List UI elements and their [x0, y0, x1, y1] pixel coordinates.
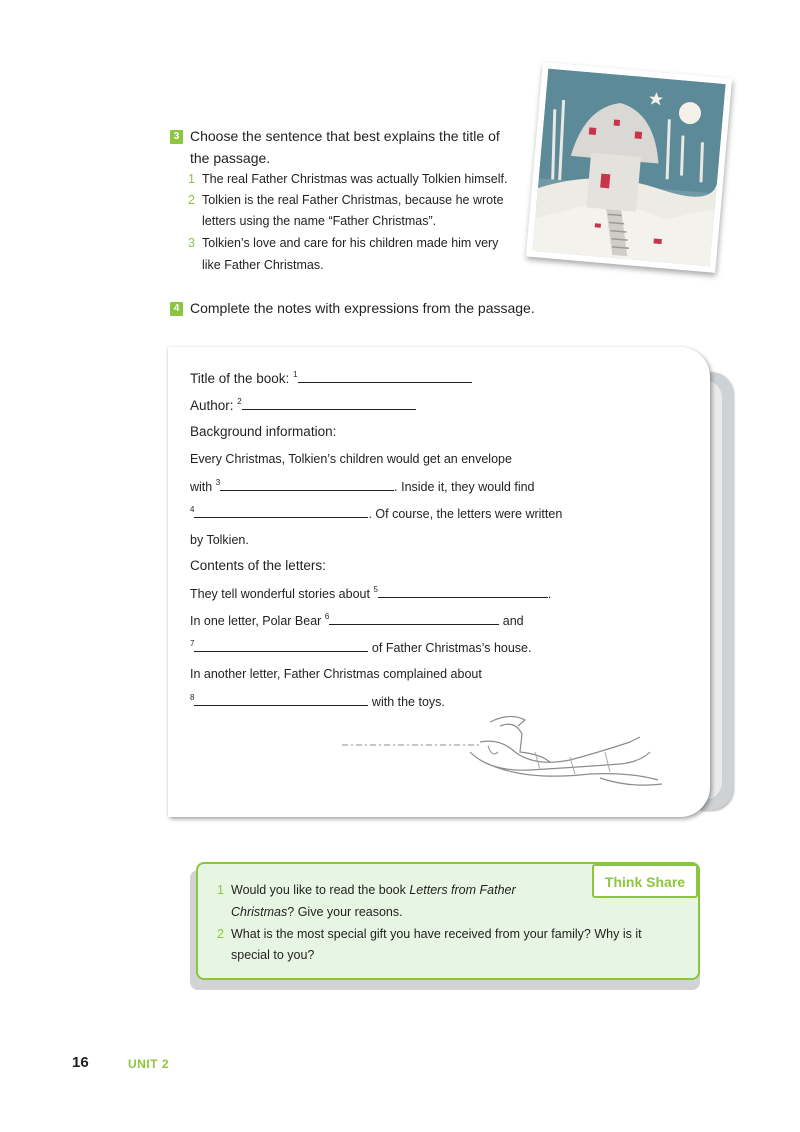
- ts-question-2-cont: special to you?: [231, 948, 315, 962]
- illustration-photo: [526, 62, 732, 273]
- q3-option-number: 3: [188, 236, 195, 250]
- contents-line: [190, 692, 445, 711]
- q4-number-badge: 4: [170, 302, 183, 316]
- answer-blank-6[interactable]: [329, 611, 499, 625]
- note-text: and: [499, 614, 524, 628]
- q4-question: Complete the notes with expressions from the passage.: [190, 300, 535, 316]
- note-author-line: [190, 396, 416, 415]
- answer-blank-8[interactable]: [194, 692, 368, 706]
- note-text: . Of course, the letters were written: [368, 507, 563, 521]
- answer-blank-7[interactable]: [194, 638, 368, 652]
- background-heading: Background information:: [190, 424, 337, 439]
- ts-question-1: [231, 880, 516, 902]
- ts-text: ? Give your reasons.: [287, 905, 403, 919]
- q3-question-line2: the passage.: [190, 150, 271, 166]
- background-line: Every Christmas, Tolkien’s children would get an envelope: [190, 452, 512, 466]
- answer-blank-2[interactable]: [242, 396, 416, 410]
- contents-line: In another letter, Father Christmas complained about: [190, 667, 482, 681]
- book-title: Letters from Father: [409, 883, 516, 897]
- blank-number: 3: [215, 478, 221, 487]
- answer-blank-3[interactable]: [220, 477, 394, 491]
- note-text: with: [190, 480, 216, 494]
- contents-heading: Contents of the letters:: [190, 558, 326, 573]
- note-label: Author:: [190, 398, 238, 413]
- note-text: . Inside it, they would find: [394, 480, 535, 494]
- q3-option-number: 2: [188, 193, 195, 207]
- page-number: 16: [72, 1054, 89, 1071]
- q3-option-number: 1: [188, 172, 195, 186]
- think-share-tag: Think Share: [592, 864, 698, 898]
- background-line: [190, 477, 535, 496]
- q3-option-text-cont: letters using the name “Father Christmas”.: [202, 214, 437, 228]
- note-text: They tell wonderful stories about: [190, 587, 374, 601]
- ts-question-2: What is the most special gift you have received from your family? Why is it: [231, 927, 642, 941]
- background-line: by Tolkien.: [190, 533, 249, 547]
- contents-line: [190, 611, 524, 630]
- ts-question-number: 1: [217, 883, 224, 897]
- q3-option-text: The real Father Christmas was actually Tolkien himself.: [202, 172, 508, 186]
- contents-line: [190, 638, 531, 657]
- book-title: Christmas: [231, 905, 288, 919]
- note-text: In one letter, Polar Bear: [190, 614, 325, 628]
- q3-question-line1: Choose the sentence that best explains the title of: [190, 128, 500, 144]
- blank-number: 2: [237, 397, 242, 406]
- note-label: Title of the book:: [190, 371, 294, 386]
- background-line: [190, 504, 562, 523]
- blank-number: 4: [190, 505, 195, 514]
- note-text: with the toys.: [368, 695, 445, 709]
- ts-question-number: 2: [217, 927, 224, 941]
- snow-house-illustration: [532, 69, 725, 267]
- q3-option-text-cont: like Father Christmas.: [202, 258, 324, 272]
- q3-number-badge: 3: [170, 130, 183, 144]
- answer-blank-1[interactable]: [298, 369, 472, 383]
- q3-option-text: Tolkien’s love and care for his children made him very: [202, 236, 499, 250]
- blank-number: 1: [293, 370, 298, 379]
- ts-text: Would you like to read the book: [231, 883, 410, 897]
- sleigh-sketch-icon: [340, 712, 670, 802]
- blank-number: 7: [190, 639, 195, 648]
- answer-blank-4[interactable]: [194, 504, 368, 518]
- unit-label: UNIT 2: [128, 1057, 170, 1071]
- blank-number: 6: [324, 612, 330, 621]
- blank-number: 5: [373, 585, 378, 594]
- q3-option-text: Tolkien is the real Father Christmas, because he wrote: [202, 193, 504, 207]
- answer-blank-5[interactable]: [378, 584, 548, 598]
- ts-question-1-cont: [231, 902, 403, 924]
- blank-number: 8: [190, 693, 195, 702]
- note-text: of Father Christmas’s house.: [368, 641, 532, 655]
- note-title-line: [190, 369, 472, 388]
- note-text: .: [547, 587, 552, 601]
- contents-line: [190, 584, 551, 603]
